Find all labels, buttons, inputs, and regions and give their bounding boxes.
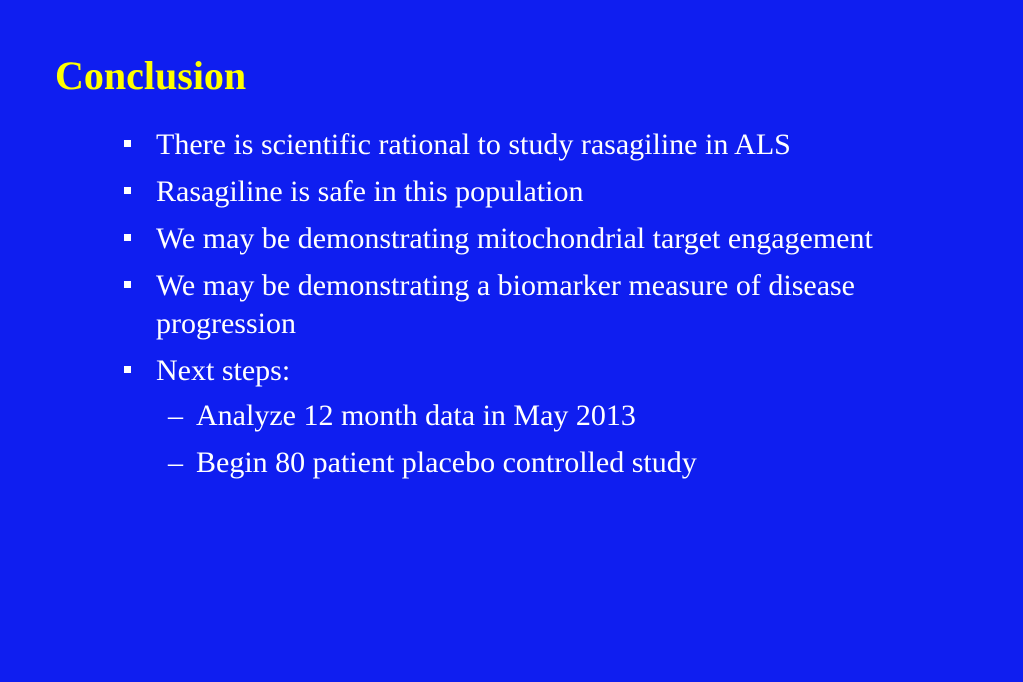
slide-title: Conclusion	[55, 53, 247, 98]
bullet-item	[0, 267, 886, 343]
sub-bullet-text: Analyze 12 month data in May 2013	[196, 399, 636, 432]
bullet-list	[0, 126, 886, 491]
bullet-text: We may be demonstrating a biomarker measure of disease progression	[156, 269, 855, 340]
square-bullet-icon	[124, 187, 131, 194]
square-bullet-icon	[124, 366, 131, 373]
sub-bullet-list	[156, 397, 886, 482]
sub-bullet-item	[0, 397, 916, 435]
sub-bullet-text: Begin 80 patient placebo controlled study	[196, 446, 697, 479]
square-bullet-icon	[124, 281, 131, 288]
bullet-item	[0, 173, 886, 211]
bullet-text: We may be demonstrating mitochondrial target engagement	[156, 222, 873, 255]
bullet-text: Next steps:	[156, 354, 291, 387]
bullet-item	[0, 220, 886, 258]
bullet-text: Rasagiline is safe in this population	[156, 175, 584, 208]
square-bullet-icon	[124, 140, 131, 147]
bullet-item-next-steps	[0, 352, 886, 482]
dash-bullet: –	[168, 446, 183, 479]
bullet-text: There is scientific rational to study rasagiline in ALS	[156, 128, 791, 161]
sub-bullet-item	[0, 444, 916, 482]
dash-bullet: –	[168, 399, 183, 432]
bullet-item	[0, 126, 886, 164]
square-bullet-icon	[124, 234, 131, 241]
